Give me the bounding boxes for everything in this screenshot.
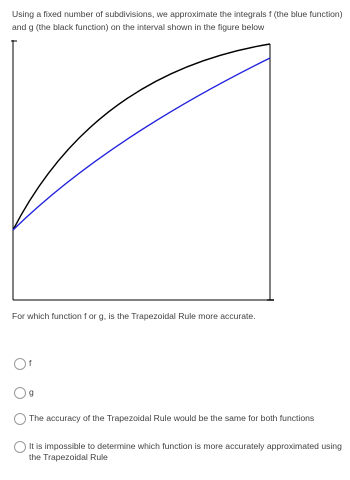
choice-same-accuracy-label: The accuracy of the Trapezoidal Rule would be the same for both functions [29,413,315,423]
question-text: Using a fixed number of subdivisions, we approximate the integrals f (the blue function) and g (the black function) on the interval shown in the figure below [12,9,343,32]
radio-same-accuracy[interactable] [14,413,26,425]
choice-f-label: f [29,358,32,368]
choice-f[interactable] [14,358,344,370]
radio-g[interactable] [14,387,26,399]
function-figure [6,35,284,309]
choice-g[interactable] [14,387,344,399]
question-prompt: For which function f or g, is the Trapezoidal Rule more accurate. [12,311,256,321]
choice-impossible[interactable] [14,441,344,463]
choice-same-accuracy[interactable] [14,413,344,425]
choice-impossible-label: It is impossible to determine which function is more accurately approximated using the Trapezoidal Rule [29,441,342,462]
radio-f[interactable] [14,358,26,370]
f-blue-curve [13,58,270,230]
function-plot [6,35,284,309]
choice-g-label: g [29,387,34,397]
radio-impossible[interactable] [14,441,26,453]
g-black-curve [13,44,270,230]
